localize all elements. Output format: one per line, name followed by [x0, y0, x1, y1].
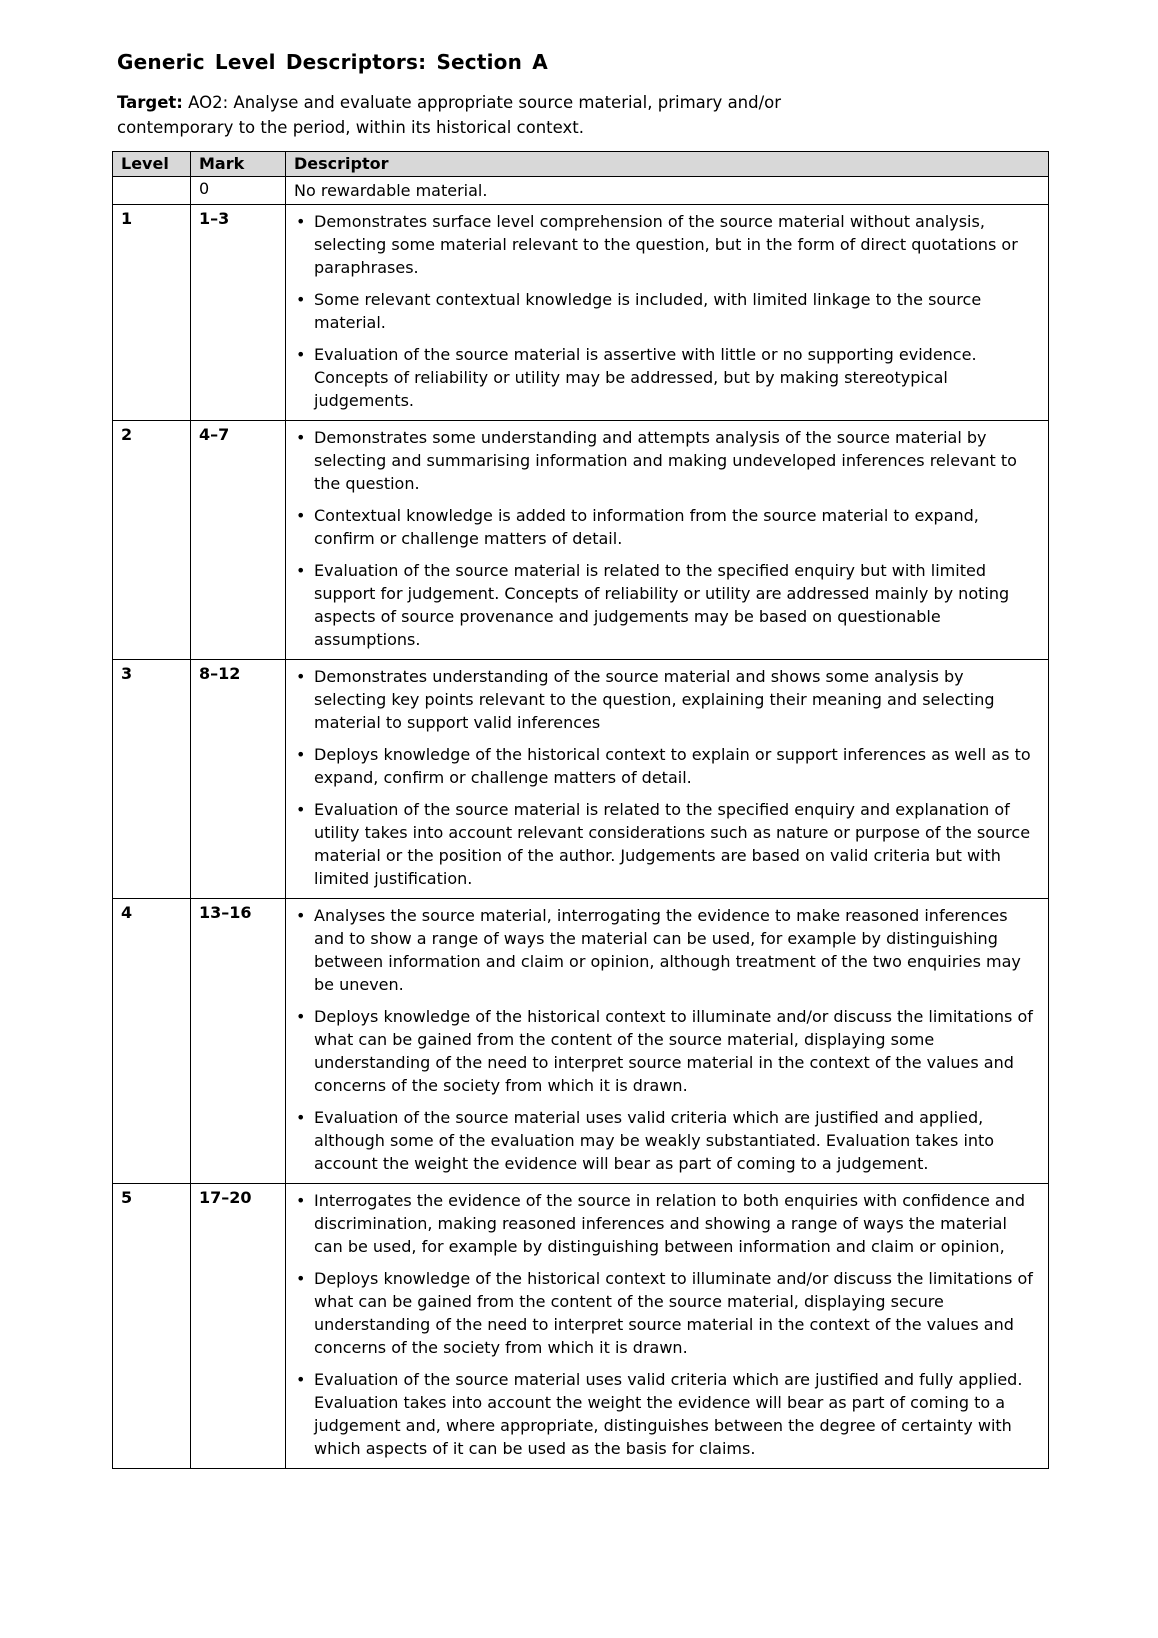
- descriptor-cell-level-5: [286, 1184, 1049, 1469]
- level-cell-1: 1: [113, 205, 191, 421]
- level-cell-4: 4: [113, 899, 191, 1184]
- level-cell-2: 2: [113, 421, 191, 660]
- mark-cell-0: 0: [191, 177, 286, 205]
- descriptor-bullet: • Evaluation of the source material uses valid criteria which are justified and fully applied. Evaluation takes into account the weight the evidence will bear as part of coming to a judgement and, where appropriate, distinguishes between the degree of certainty with which aspects of it can be used as the basis for claims.: [294, 1368, 1038, 1460]
- descriptor-cell-level-3: [286, 660, 1049, 899]
- column-header-descriptor: Descriptor: [286, 152, 1049, 177]
- mark-cell-1: 1–3: [191, 205, 286, 421]
- descriptor-bullet: • Interrogates the evidence of the source in relation to both enquiries with confidence and discrimination, making reasoned inferences and showing a range of ways the material can be used, for example by distinguishing between information and claim or opinion,: [294, 1189, 1038, 1258]
- descriptor-bullet: • Demonstrates some understanding and attempts analysis of the source material by selecting and summarising information and making undeveloped inferences relevant to the question.: [294, 426, 1038, 495]
- table-row-level-1: [113, 205, 1049, 421]
- target-label: Target:: [117, 93, 183, 112]
- descriptor-bullet-list: [294, 210, 1038, 412]
- descriptor-bullet-list: [294, 665, 1038, 890]
- descriptor-bullet: • Evaluation of the source material is related to the specified enquiry but with limited support for judgement. Concepts of reliability or utility are addressed mainly by noting aspects of source provenance and judgements may be based on questionable assumptions.: [294, 559, 1038, 651]
- column-header-mark: Mark: [191, 152, 286, 177]
- target-text: AO2: Analyse and evaluate appropriate source material, primary and/or contemporary to the period, within its historical context.: [117, 93, 782, 137]
- descriptor-bullet-list: [294, 904, 1038, 1175]
- descriptor-bullet: • Evaluation of the source material is assertive with little or no supporting evidence. Concepts of reliability or utility may be addressed, but by making stereotypical judgements.: [294, 343, 1038, 412]
- descriptor-bullet: • Evaluation of the source material is related to the specified enquiry and explanation of utility takes into account relevant considerations such as nature or purpose of the source material or the position of the author. Judgements are based on valid criteria but with limited justification.: [294, 798, 1038, 890]
- descriptor-bullet: • Deploys knowledge of the historical context to illuminate and/or discuss the limitations of what can be gained from the content of the source material, displaying secure understanding of the need to interpret source material in the context of the values and concerns of the society from which it is drawn.: [294, 1267, 1038, 1359]
- descriptor-bullet: • Deploys knowledge of the historical context to explain or support inferences as well as to expand, confirm or challenge matters of detail.: [294, 743, 1038, 789]
- mark-cell-5: 17–20: [191, 1184, 286, 1469]
- descriptor-bullet: • Demonstrates surface level comprehension of the source material without analysis, selecting some material relevant to the question, but in the form of direct quotations or paraphrases.: [294, 210, 1038, 279]
- table-row-level-3: [113, 660, 1049, 899]
- descriptor-cell-level-1: [286, 205, 1049, 421]
- column-header-level: Level: [113, 152, 191, 177]
- level-cell-5: 5: [113, 1184, 191, 1469]
- level-cell-empty: [113, 177, 191, 205]
- mark-cell-3: 8–12: [191, 660, 286, 899]
- table-row-level-4: [113, 899, 1049, 1184]
- descriptor-cell-no-rewardable: No rewardable material.: [286, 177, 1049, 205]
- mark-cell-4: 13–16: [191, 899, 286, 1184]
- table-header-row: [113, 152, 1049, 177]
- descriptor-cell-level-4: [286, 899, 1049, 1184]
- descriptor-bullet: • Evaluation of the source material uses valid criteria which are justified and applied, although some of the evaluation may be weakly substantiated. Evaluation takes into account the weight the evidence will bear as part of coming to a judgement.: [294, 1106, 1038, 1175]
- page-title: Generic Level Descriptors: Section A: [117, 50, 548, 74]
- descriptor-bullet: • Demonstrates understanding of the source material and shows some analysis by selecting key points relevant to the question, explaining their meaning and selecting material to support valid inferences: [294, 665, 1038, 734]
- table-row-level-2: [113, 421, 1049, 660]
- descriptor-bullet-list: [294, 426, 1038, 651]
- descriptor-bullet: • Deploys knowledge of the historical context to illuminate and/or discuss the limitations of what can be gained from the content of the source material, displaying some understanding of the need to interpret source material in the context of the values and concerns of the society from which it is drawn.: [294, 1005, 1038, 1097]
- descriptor-bullet: • Analyses the source material, interrogating the evidence to make reasoned inferences and to show a range of ways the material can be used, for example by distinguishing between information and claim or opinion, although treatment of the two enquiries may be uneven.: [294, 904, 1038, 996]
- table-row-mark-0: [113, 177, 1049, 205]
- descriptor-bullet-list: [294, 1189, 1038, 1460]
- descriptor-bullet: • Contextual knowledge is added to information from the source material to expand, confirm or challenge matters of detail.: [294, 504, 1038, 550]
- target-paragraph: [117, 90, 897, 140]
- table-row-level-5: [113, 1184, 1049, 1469]
- descriptor-cell-level-2: [286, 421, 1049, 660]
- generic-level-descriptors-table: [112, 151, 1049, 1469]
- mark-cell-2: 4–7: [191, 421, 286, 660]
- descriptor-bullet: • Some relevant contextual knowledge is included, with limited linkage to the source material.: [294, 288, 1038, 334]
- level-cell-3: 3: [113, 660, 191, 899]
